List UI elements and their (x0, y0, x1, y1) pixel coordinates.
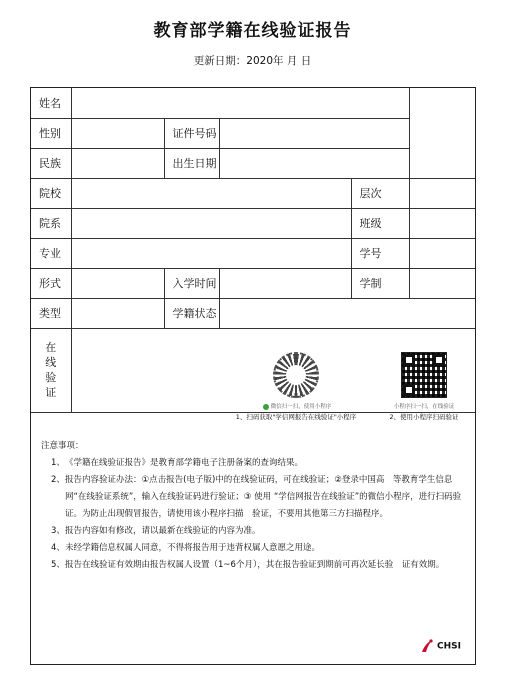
note-item: 1、 《学籍在线验证报告》是教育部学籍电子注册备案的查询结果。 (51, 458, 304, 468)
qr-left-caption: 1、扫码获取"学信网报告在线验证"小程序 (235, 413, 357, 421)
value-gender (71, 118, 164, 148)
label-status: 学籍状态 (164, 298, 219, 328)
value-department (71, 208, 351, 238)
qr-right-hint: 小程序扫一扫，在线验证 (393, 404, 455, 410)
label-department: 院系 (31, 208, 71, 238)
value-level (409, 178, 475, 208)
photo-box (409, 88, 475, 178)
label-level: 层次 (351, 178, 409, 208)
value-name (71, 88, 409, 118)
note-item: 2、 报告内容验证办法：①点击报告(电子版)中的在线验证码，可在线验证；②登录中国高 等教育学生信息网“在线验证系统”，输入在线验证码进行验证；③ 使用 “学信网报告在线验证”的微信小程序，进行扫码验证。为防止出现假冒报告，请使用该小程序扫描 验证，不要用其他第三方扫描程序。 (51, 475, 462, 519)
label-class: 班级 (351, 208, 409, 238)
label-name: 姓名 (31, 88, 71, 118)
report-title: 教育部学籍在线验证报告 (153, 21, 352, 41)
note-item: 5、 报告在线验证有效期由报告权属人设置（1~6个月），其在报告验证到期前可再次延长验 证有效期。 (51, 560, 445, 570)
value-duration (409, 268, 475, 298)
label-birth: 出生日期 (164, 148, 219, 178)
notes-list (41, 455, 466, 574)
value-ethnicity (71, 148, 164, 178)
value-major (71, 238, 351, 268)
qr-area (211, 346, 473, 428)
report-form (30, 87, 476, 665)
label-id-no: 证件号码 (164, 118, 219, 148)
label-ethnicity: 民族 (31, 148, 71, 178)
value-form (71, 268, 164, 298)
label-online-verify: 在 线 验 证 (31, 328, 71, 412)
value-enroll-time (219, 268, 351, 298)
label-student-id: 学号 (351, 238, 409, 268)
label-gender: 性别 (31, 118, 71, 148)
value-birth (219, 148, 409, 178)
value-id-no (219, 118, 409, 148)
label-form: 形式 (31, 268, 71, 298)
value-class (409, 208, 475, 238)
wechat-icon (263, 404, 269, 410)
note-item: 3、 报告内容如有修改，请以最新在线验证的内容为准。 (51, 526, 261, 536)
mini-program-qr-icon[interactable] (273, 352, 319, 398)
notes-section (41, 438, 466, 574)
label-school: 院校 (31, 178, 71, 208)
note-item: 4、 未经学籍信息权属人同意，不得将报告用于违背权属人意愿之用途。 (51, 543, 321, 553)
qr-left-hint: 微信扫一扫，使用小程序 (247, 402, 347, 410)
notes-title: 注意事项： (41, 441, 84, 451)
value-status (219, 298, 475, 328)
chsi-logo: CHSI (420, 638, 461, 654)
label-major: 专业 (31, 238, 71, 268)
label-duration: 学制 (351, 268, 409, 298)
label-type: 类型 (31, 298, 71, 328)
value-type (71, 298, 164, 328)
value-school (71, 178, 351, 208)
update-date: 更新日期：2020年 月 日 (193, 55, 312, 67)
qr-right-caption: 2、使用小程序扫码验证 (389, 413, 459, 421)
value-student-id (409, 238, 475, 268)
verify-qr-icon[interactable] (401, 352, 447, 398)
label-enroll-time: 入学时间 (164, 268, 219, 298)
chsi-logo-icon (420, 638, 434, 654)
